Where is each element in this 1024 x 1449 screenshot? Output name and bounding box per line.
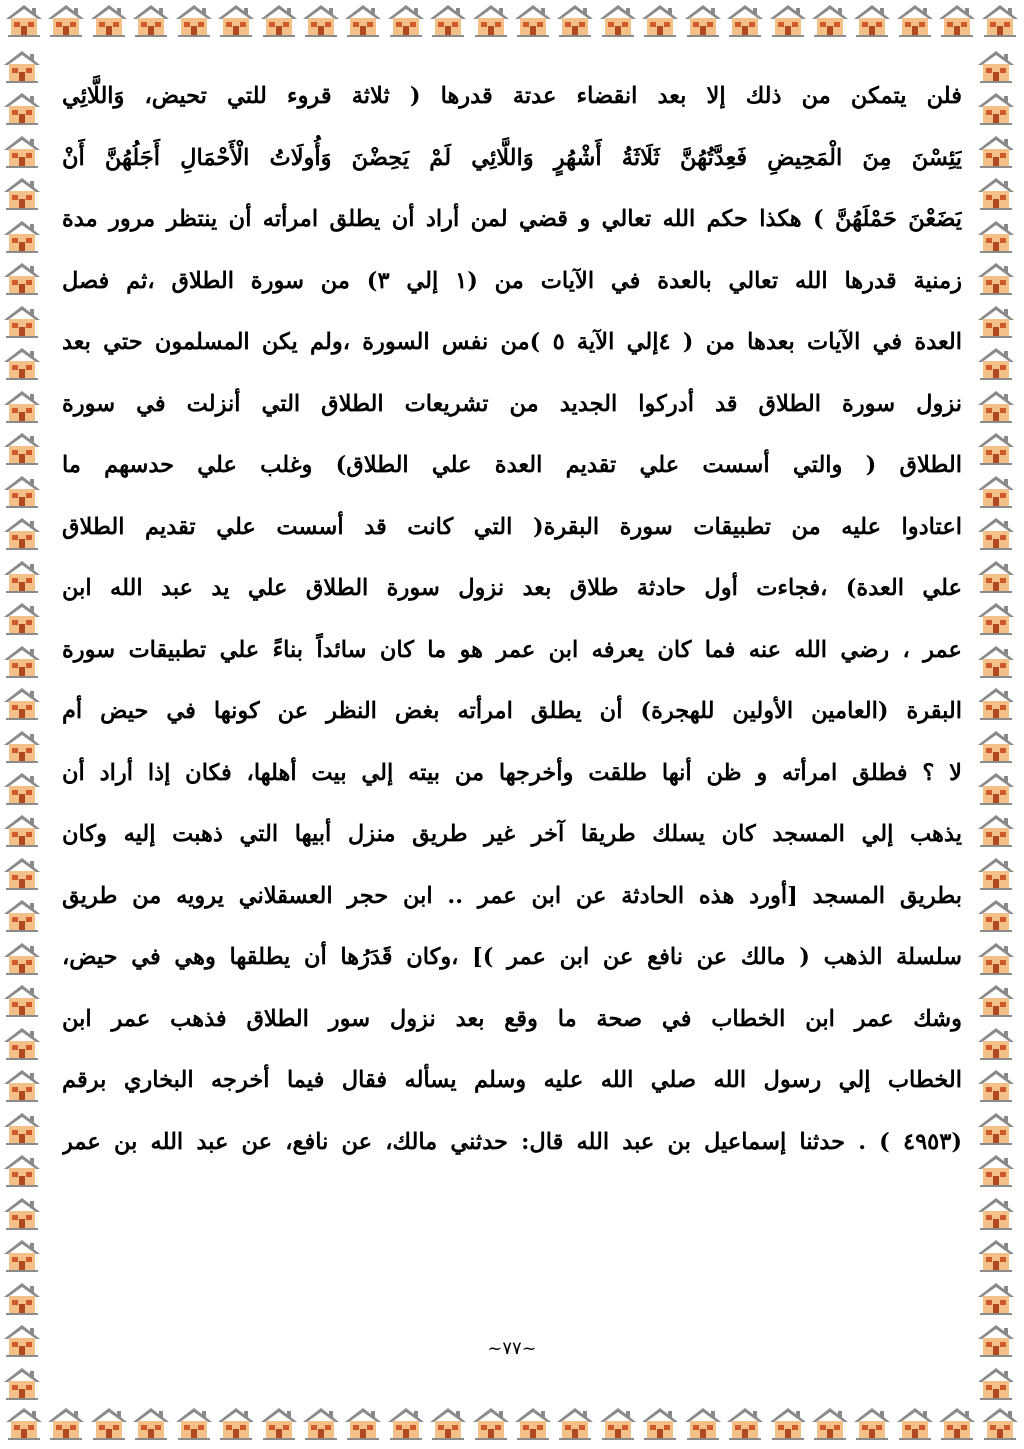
- house-icon: [2, 1365, 42, 1401]
- house-icon: [2, 728, 42, 764]
- house-icon: [555, 2, 595, 38]
- house-icon: [2, 218, 42, 254]
- house-icon: [4, 2, 44, 38]
- house-icon: [976, 812, 1016, 848]
- house-icon: [131, 1405, 171, 1441]
- house-icon: [2, 473, 42, 509]
- house-icon: [471, 2, 511, 38]
- house-icon: [386, 1405, 426, 1441]
- house-icon: [46, 2, 86, 38]
- house-icon: [2, 388, 42, 424]
- text-line: لا ؟ فطلق امرأته و ظن أنها طلقت وأخرجها من بيته إلي بيت أهلها، فكان إذا أراد أن: [62, 759, 962, 786]
- house-icon: [980, 1405, 1020, 1441]
- house-icon: [598, 1405, 638, 1441]
- text-line: علي العدة) ،فجاءت أول حادثة طلاق بعد نزول سورة الطلاق علي يد عبد الله ابن: [62, 575, 962, 601]
- house-icon: [976, 643, 1016, 679]
- text-line: يَضَعْنَ حَمْلَهُنَّ ) هكذا حكم الله تعالي و قضي لمن أراد أن يطلق امرأته أن ينتظر مرور مدة: [62, 206, 962, 232]
- house-icon: [598, 2, 638, 38]
- house-icon: [513, 1405, 553, 1441]
- house-icon: [810, 1405, 850, 1441]
- house-icon: [976, 1195, 1016, 1231]
- house-icon: [895, 1405, 935, 1441]
- house-icon: [976, 600, 1016, 636]
- house-icon: [428, 1405, 468, 1441]
- house-icon: [2, 600, 42, 636]
- text-line: (٤٩٥٣ ) . حدثنا إسماعيل بن عبد الله قال: حدثني مالك، عن نافع، عن عبد الله بن عمر: [62, 1128, 962, 1155]
- text-line: الطلاق ( والتي أسست علي تقديم العدة علي الطلاق) وغلب علي حدسهم ما: [62, 452, 962, 478]
- house-icon: [2, 982, 42, 1018]
- house-icon: [976, 1067, 1016, 1103]
- house-icon: [2, 685, 42, 721]
- house-icon: [976, 473, 1016, 509]
- house-icon: [976, 345, 1016, 381]
- house-icon: [2, 855, 42, 891]
- page-number: ~٧٧~: [487, 1338, 537, 1359]
- house-icon: [895, 2, 935, 38]
- house-icon: [2, 1025, 42, 1061]
- house-icon: [216, 1405, 256, 1441]
- house-icon: [976, 728, 1016, 764]
- house-icon: [976, 1237, 1016, 1273]
- house-icon: [976, 685, 1016, 721]
- house-icon: [980, 2, 1020, 38]
- top-border: [0, 2, 1024, 44]
- house-icon: [768, 1405, 808, 1441]
- house-icon: [2, 515, 42, 551]
- house-icon: [976, 218, 1016, 254]
- house-icon: [2, 897, 42, 933]
- house-icon: [301, 1405, 341, 1441]
- house-icon: [768, 2, 808, 38]
- text-line: يَئِسْنَ مِنَ الْمَحِيضِ فَعِدَّتُهُنَّ ثَلَاثَةُ أَشْهُرٍ وَاللَّائِي لَمْ يَحِضْنَ وَأُولَاتُ الْأَحْمَالِ أَجَلُهُنَّ أَنْ: [62, 144, 962, 171]
- text-line: زمنية قدرها الله تعالي بالعدة في الآيات من (١ إلي ٣) من سورة الطلاق ،ثم فصل: [62, 267, 962, 294]
- house-icon: [89, 2, 129, 38]
- house-icon: [683, 2, 723, 38]
- house-icon: [174, 1405, 214, 1441]
- house-icon: [976, 430, 1016, 466]
- house-icon: [89, 1405, 129, 1441]
- house-icon: [2, 558, 42, 594]
- house-icon: [976, 1152, 1016, 1188]
- text-line: الخطاب إلي رسول الله صلي الله عليه وسلم يسأله فقال فيما أخرجه البخاري برقم: [62, 1067, 962, 1093]
- house-icon: [343, 1405, 383, 1441]
- house-icon: [216, 2, 256, 38]
- text-line: عمر ، رضي الله عنه فما كان يعرفه ابن عمر هو ما كان سائداً بناءً علي تطبيقات سورة: [62, 636, 962, 663]
- house-icon: [976, 515, 1016, 551]
- house-icon: [301, 2, 341, 38]
- house-icon: [2, 1152, 42, 1188]
- left-border: [2, 48, 48, 1401]
- house-icon: [976, 558, 1016, 594]
- house-icon: [976, 982, 1016, 1018]
- house-icon: [976, 1110, 1016, 1146]
- house-icon: [976, 48, 1016, 84]
- house-icon: [683, 1405, 723, 1441]
- text-line: نزول سورة الطلاق قد أدركوا الجديد من تشريعات الطلاق التي أنزلت في سورة: [62, 390, 962, 417]
- house-icon: [976, 90, 1016, 126]
- house-icon: [725, 2, 765, 38]
- text-line: سلسلة الذهب ( مالك عن نافع عن ابن عمر )] ،وكان قَدَرُها أن يطلقها وهي في حيض،: [62, 944, 962, 970]
- house-icon: [2, 133, 42, 169]
- house-icon: [428, 2, 468, 38]
- house-icon: [976, 388, 1016, 424]
- text-line: يذهب إلي المسجد كان يسلك طريقا آخر غير طريق منزل أبيها التي ذهبت إليه وكان: [62, 821, 962, 847]
- body-text: [62, 66, 962, 1316]
- right-border: [976, 48, 1022, 1401]
- house-icon: [131, 2, 171, 38]
- bottom-border: [0, 1405, 1024, 1447]
- text-line: فلن يتمكن من ذلك إلا بعد انقضاء عدتة قدرها ( ثلاثة قروء للتي تحيض، وَاللَّائِي: [62, 83, 962, 109]
- house-icon: [976, 1280, 1016, 1316]
- text-line: العدة في الآيات بعدها من ( ٤إلي الآية ٥ )من نفس السورة ،ولم يكن المسلمون حتي بعد: [62, 329, 962, 355]
- house-icon: [976, 303, 1016, 339]
- house-icon: [386, 2, 426, 38]
- house-icon: [2, 643, 42, 679]
- house-icon: [976, 770, 1016, 806]
- house-icon: [513, 2, 553, 38]
- house-icon: [976, 133, 1016, 169]
- house-icon: [2, 345, 42, 381]
- house-icon: [640, 1405, 680, 1441]
- house-icon: [976, 897, 1016, 933]
- house-icon: [2, 430, 42, 466]
- house-icon: [725, 1405, 765, 1441]
- text-line: اعتادوا عليه من تطبيقات سورة البقرة( التي كانت قد أسست علي تقديم الطلاق: [62, 513, 962, 540]
- house-icon: [2, 1280, 42, 1316]
- house-icon: [2, 1195, 42, 1231]
- house-icon: [2, 303, 42, 339]
- house-icon: [2, 175, 42, 211]
- house-icon: [976, 855, 1016, 891]
- house-icon: [640, 2, 680, 38]
- house-icon: [2, 1237, 42, 1273]
- house-icon: [976, 175, 1016, 211]
- house-icon: [2, 260, 42, 296]
- house-icon: [976, 1365, 1016, 1401]
- house-icon: [2, 48, 42, 84]
- house-icon: [976, 260, 1016, 296]
- house-icon: [4, 1405, 44, 1441]
- house-icon: [976, 1025, 1016, 1061]
- house-icon: [2, 90, 42, 126]
- house-icon: [471, 1405, 511, 1441]
- house-icon: [2, 770, 42, 806]
- house-icon: [2, 1110, 42, 1146]
- house-icon: [937, 2, 977, 38]
- house-icon: [46, 1405, 86, 1441]
- house-icon: [852, 1405, 892, 1441]
- house-icon: [2, 1067, 42, 1103]
- house-icon: [174, 2, 214, 38]
- house-icon: [976, 940, 1016, 976]
- house-icon: [2, 812, 42, 848]
- house-icon: [852, 2, 892, 38]
- house-icon: [810, 2, 850, 38]
- house-icon: [343, 2, 383, 38]
- house-icon: [2, 940, 42, 976]
- text-line: بطريق المسجد [أورد هذه الحادثة عن ابن عمر .. ابن حجر العسقلاني يرويه من طريق: [62, 882, 962, 909]
- house-icon: [555, 1405, 595, 1441]
- house-icon: [259, 1405, 299, 1441]
- house-icon: [259, 2, 299, 38]
- text-line: وشك عمر ابن الخطاب في صحة ما وقع بعد نزول سور الطلاق فذهب عمر ابن: [62, 1005, 962, 1032]
- text-line: البقرة (العامين الأولين للهجرة) أن يطلق امرأته بغض النظر عن كونها في حيض أم: [62, 698, 962, 724]
- house-icon: [937, 1405, 977, 1441]
